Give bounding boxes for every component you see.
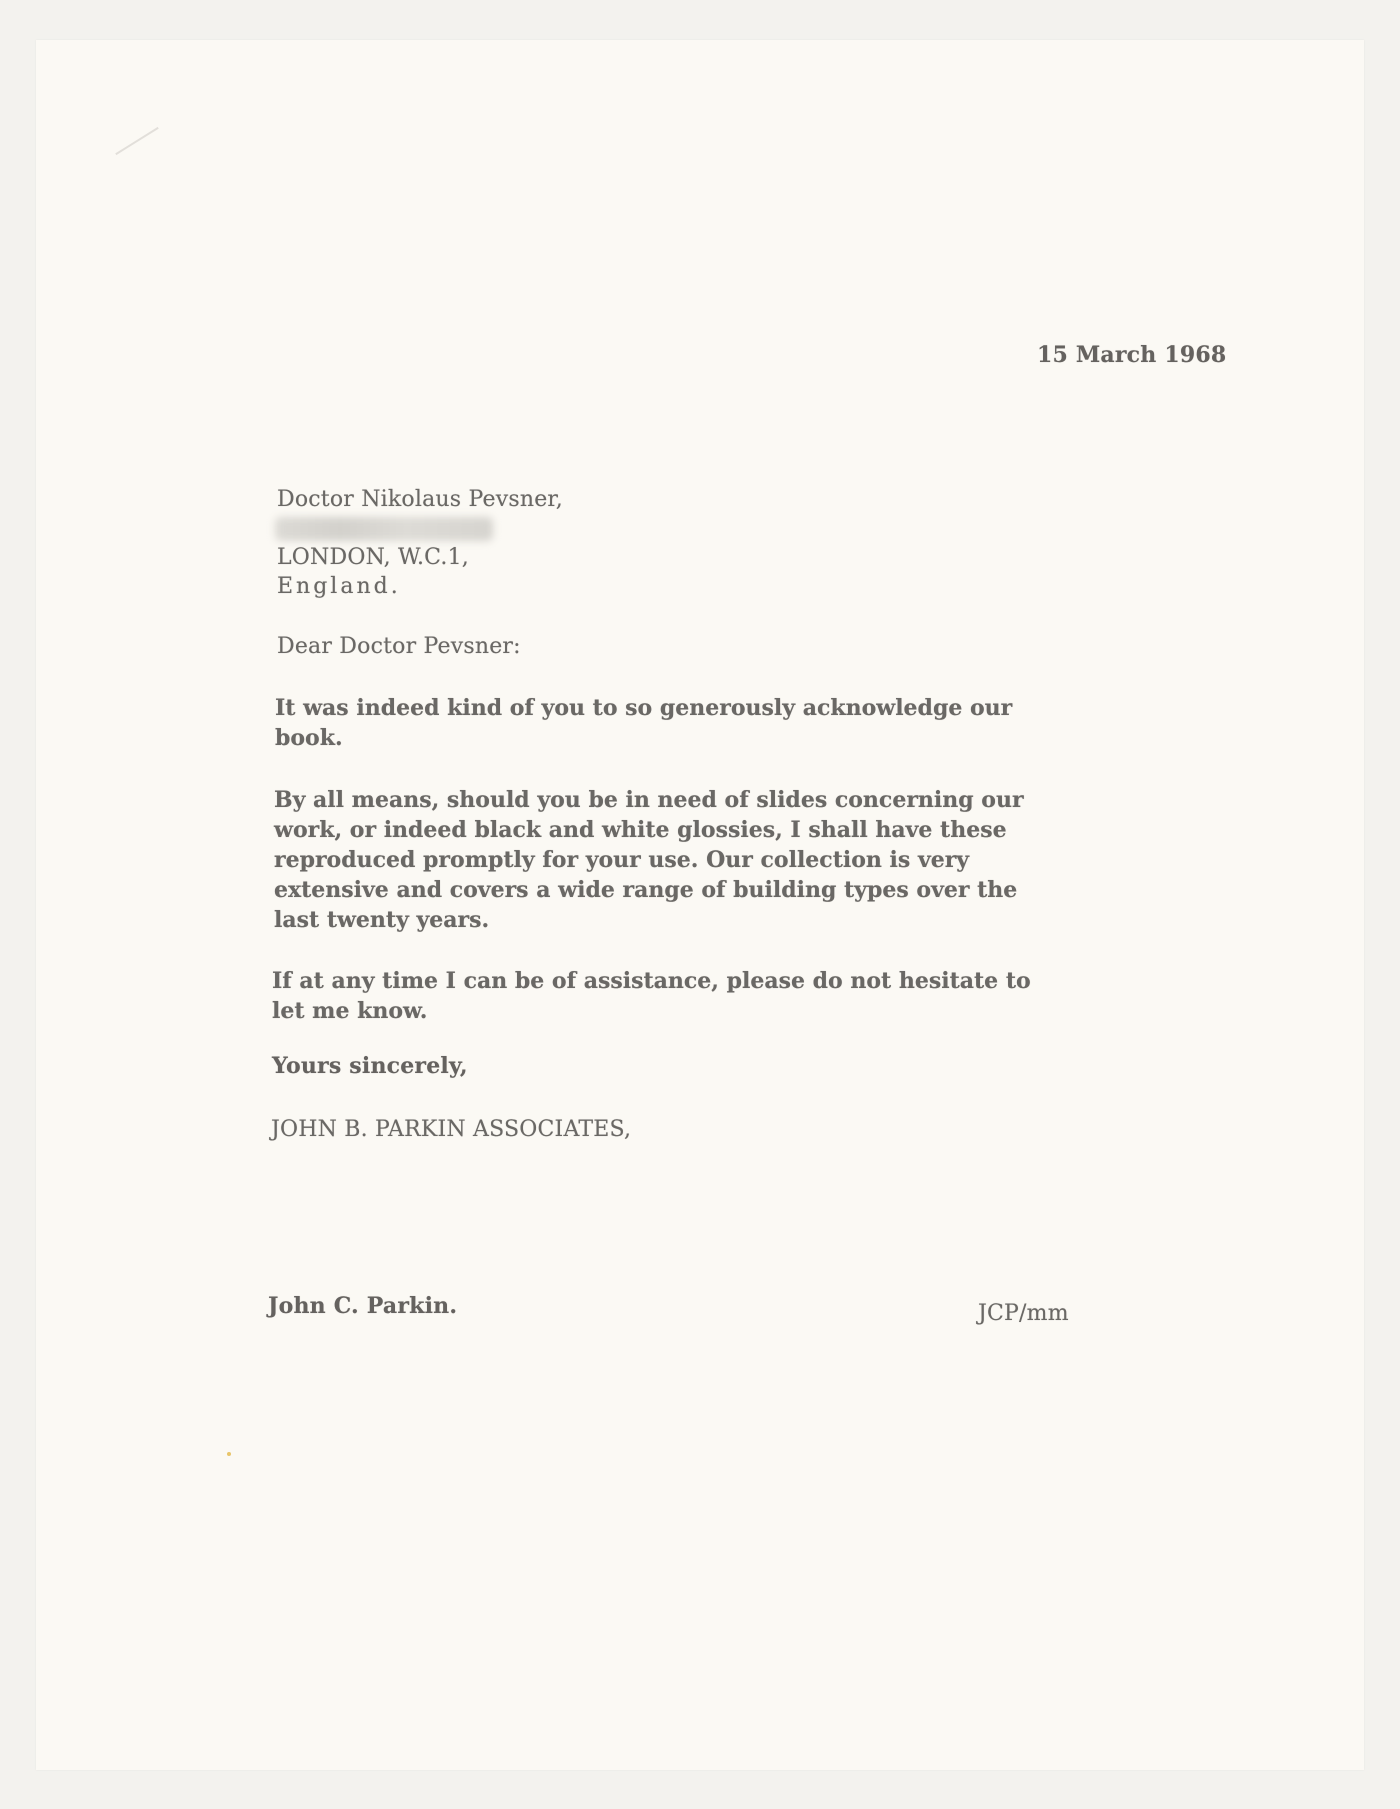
salutation: Dear Doctor Pevsner: <box>277 634 521 659</box>
paragraph-2 <box>274 785 1024 935</box>
paragraph-line: If at any time I can be of assistance, please do not hesitate to <box>272 968 1031 994</box>
paragraph-line: work, or indeed black and white glossies, I shall have these <box>274 817 1007 843</box>
paragraph-line: By all means, should you be in need of slides concerning our <box>274 787 1024 813</box>
recipient-country: England. <box>277 574 401 599</box>
paper-speck <box>227 1452 231 1456</box>
reference-initials: JCP/mm <box>978 1301 1069 1326</box>
letter-date: 15 March 1968 <box>1037 342 1227 368</box>
paragraph-line: It was indeed kind of you to so generously acknowledge our <box>275 695 1013 721</box>
paragraph-line: last twenty years. <box>274 907 490 933</box>
paragraph-line: let me know. <box>272 998 428 1024</box>
paragraph-line: extensive and covers a wide range of building types over the <box>274 877 1018 903</box>
recipient-city: LONDON, W.C.1, <box>277 545 469 570</box>
firm-name: JOHN B. PARKIN ASSOCIATES, <box>271 1117 632 1142</box>
paragraph-line: book. <box>275 725 343 751</box>
recipient-name: Doctor Nikolaus Pevsner, <box>277 487 563 512</box>
paragraph-1 <box>275 693 1012 753</box>
closing: Yours sincerely, <box>272 1053 468 1079</box>
paragraph-3 <box>272 966 1031 1026</box>
redacted-address <box>275 517 493 541</box>
paragraph-line: reproduced promptly for your use. Our collection is very <box>274 847 970 873</box>
signatory-name: John C. Parkin. <box>268 1293 458 1319</box>
